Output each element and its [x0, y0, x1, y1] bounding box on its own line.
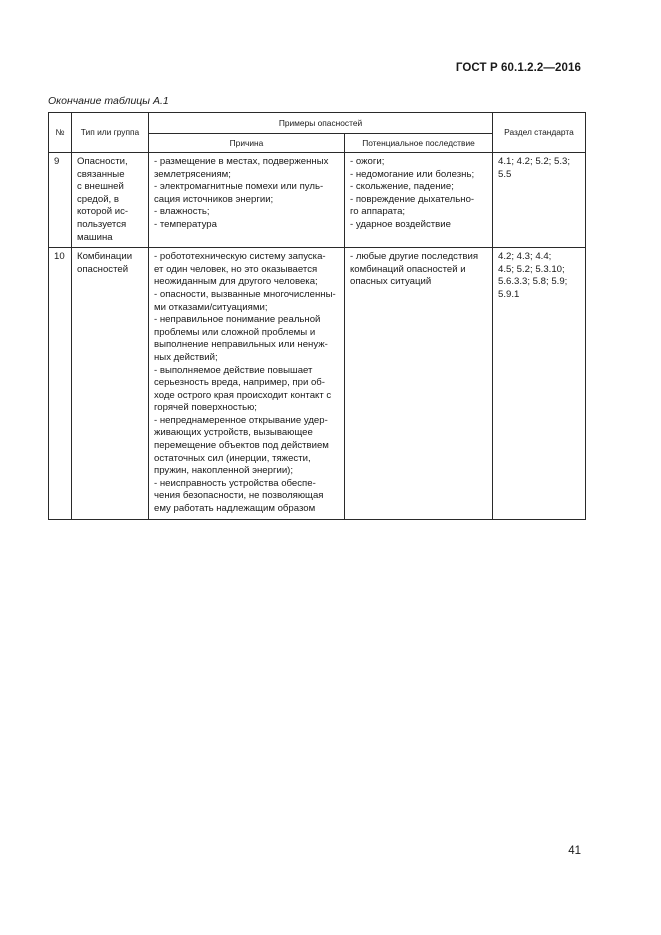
section-line: 5.5 — [498, 168, 512, 180]
table-row — [49, 248, 586, 519]
consequence-line: - ожоги; — [350, 156, 385, 167]
cause-line: остаточных сил (инерции, тяжести, — [154, 452, 311, 464]
section-line: 5.9.1 — [498, 288, 520, 300]
cause-line: чения безопасности, не позволяющая — [154, 490, 324, 502]
cause-line: землетрясениям; — [154, 168, 231, 180]
type-line: с внешней — [77, 181, 124, 193]
cause-line: горячей поверхностью; — [154, 402, 257, 414]
consequence-line: - недомогание или болезнь; — [350, 168, 475, 180]
cause-line: живающих устройств, вызывающее — [154, 427, 313, 439]
cell-section — [493, 153, 586, 248]
col-header-cause: Причина — [149, 134, 345, 153]
section-line: 4.5; 5.2; 5.3.10; — [498, 263, 565, 275]
cause-line: - неправильное понимание реальной — [154, 314, 321, 326]
cell-no: 9 — [49, 153, 72, 248]
cause-line: ет один человек, но это оказывается — [154, 263, 318, 275]
cause-line: серьезность вреда, например, при об- — [154, 377, 326, 389]
type-line: машина — [77, 231, 113, 243]
type-line: Комбинации — [77, 251, 133, 263]
col-header-no: № — [49, 113, 72, 153]
section-line: 5.6.3.3; 5.8; 5.9; — [498, 276, 568, 288]
cell-consequence — [345, 153, 493, 248]
col-header-examples: Примеры опасностей — [149, 113, 493, 134]
cause-line: - влажность; — [154, 206, 210, 218]
consequence-line: - любые другие последствия — [350, 251, 479, 263]
col-header-section: Раздел стандарта — [493, 113, 586, 153]
page-number: 41 — [568, 845, 581, 857]
type-line: связанные — [77, 168, 125, 180]
cause-line: - размещение в местах, подверженных — [154, 156, 329, 167]
cell-no: 10 — [49, 248, 72, 519]
cause-line: ему работать надлежащим образом — [154, 503, 316, 515]
cause-line: сация источников энергии; — [154, 193, 274, 205]
cause-line: - непреднамеренное открывание удер- — [154, 414, 328, 426]
cell-section — [493, 248, 586, 519]
consequence-line: комбинаций опасностей и — [350, 263, 466, 275]
consequence-line: го аппарата; — [350, 206, 406, 218]
type-line: которой ис- — [77, 206, 129, 218]
type-line: опасностей — [77, 263, 129, 275]
cause-line: - неисправность устройства обеспе- — [154, 477, 316, 489]
cause-line: ных действий; — [154, 351, 218, 363]
cell-cause — [149, 153, 345, 248]
consequence-line: опасных ситуаций — [350, 276, 432, 288]
consequence-line: - ударное воздействие — [350, 218, 451, 230]
cause-line: перемещение объектов под действием — [154, 440, 329, 452]
cell-consequence — [345, 248, 493, 519]
cell-type — [72, 248, 149, 519]
col-header-consequence: Потенциальное последствие — [345, 134, 493, 153]
consequence-line: - скольжение, падение; — [350, 181, 454, 193]
cause-line: выполнение неправильных или ненуж- — [154, 339, 328, 351]
standard-code: ГОСТ Р 60.1.2.2—2016 — [455, 62, 581, 74]
cause-line: - электромагнитные помехи или пуль- — [154, 181, 324, 193]
consequence-line: - повреждение дыхательно- — [350, 193, 475, 205]
cause-line: неожиданным для другого человека; — [154, 276, 318, 288]
col-header-type: Тип или группа — [72, 113, 149, 153]
cause-line: пружин, накопленной энергии); — [154, 465, 294, 477]
cause-line: - опасности, вызванные многочисленны- — [154, 288, 336, 300]
cause-line: ми отказами/ситуациями; — [154, 301, 268, 313]
cause-line: - температура — [154, 218, 217, 230]
section-line: 4.1; 4.2; 5.2; 5.3; — [498, 156, 571, 167]
cause-line: - выполняемое действие повышает — [154, 364, 313, 376]
type-line: Опасности, — [77, 156, 128, 167]
table-caption: Окончание таблицы А.1 — [48, 95, 169, 107]
cause-line: проблемы или сложной проблемы и — [154, 326, 316, 338]
cause-line: - робототехническую систему запуска- — [154, 251, 326, 263]
cause-line: ходе острого края происходит контакт с — [154, 389, 332, 401]
section-line: 4.2; 4.3; 4.4; — [498, 251, 552, 263]
cell-cause — [149, 248, 345, 519]
cell-type — [72, 153, 149, 248]
type-line: средой, в — [77, 193, 119, 205]
table-row — [49, 153, 586, 248]
hazard-table — [48, 112, 586, 520]
type-line: пользуется — [77, 218, 127, 230]
